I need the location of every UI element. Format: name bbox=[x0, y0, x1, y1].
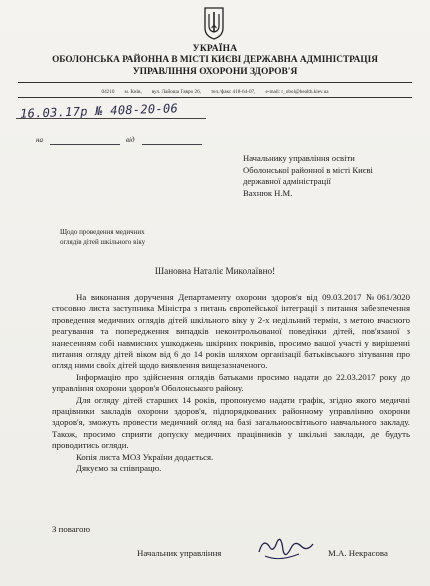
addressee-line: державної адміністрації bbox=[243, 176, 331, 186]
registration-line bbox=[16, 118, 206, 119]
signatory-title: Начальник управління bbox=[137, 548, 222, 558]
addressee-block bbox=[243, 153, 423, 199]
vid-label: від bbox=[126, 136, 135, 144]
country-name: УКРАЇНА bbox=[192, 44, 238, 54]
trident-coat-of-arms-icon bbox=[203, 6, 225, 40]
na-line bbox=[50, 144, 120, 145]
vid-line bbox=[142, 144, 202, 145]
body-paragraph: Копія листа МОЗ України додається. bbox=[76, 451, 214, 462]
closing-phrase: З повагою bbox=[52, 524, 91, 534]
addressee-line: Оболонської районної в місті Києві bbox=[243, 164, 373, 175]
body-paragraph: Для огляду дітей старших 14 років, пропонуємо надати графік, згідно якого медичні працівники закладів охорони здоров'я, підпорядкованих районному управлінню охорони здоров'я, зможуть провести медичний огляд на базі загальноосвітнього навчального закладу. Також, просимо сприяти допуску медичних працівників у шкільні заклади, де будуть проводитись огляди. bbox=[52, 394, 410, 451]
header-rule-bottom bbox=[18, 97, 412, 98]
addressee-line: Начальнику управління освіти bbox=[243, 153, 355, 163]
subject-line: оглядів дітей шкільного віку bbox=[60, 238, 146, 246]
contact-address: 04210 м. Київ, вул. Лайоша Гавро 26, тел./факс 418-64-07, e-mail: r_obol@health.kiev.ua bbox=[101, 89, 329, 95]
body-paragraph: На виконання доручення Департаменту охорони здоров'я від 09.03.2017 №061/3020 стосовно листа заступника Міністра з питань європейської інтеграції з питання забезпечення проведення медичних оглядів дітей шкільного віку у 2-х недільний термін, з метою вчасного реагування та попередження випадків неконтрольованої поведінки дітей, пов'язаної з нанесенням собі навмисних ушкоджень шкірних покривів, просимо вашої участі у вирішенні питання огляду дітей віком від 6 до 14 років шляхом організації батьківського зітування про огляд ними своїх дітей щодо виявлення вищезазначеного. bbox=[52, 292, 410, 371]
letter-body bbox=[52, 292, 410, 475]
handwritten-signature bbox=[255, 532, 315, 566]
signatory-name: М.А. Некрасова bbox=[328, 548, 388, 558]
header-rule-top bbox=[18, 82, 412, 83]
addressee-line: Вахнюк Н.М. bbox=[243, 187, 293, 198]
subject-block bbox=[60, 227, 220, 247]
body-paragraph: Інформацію про здійснення оглядів батьками просимо надати до 22.03.2017 року до управління охорони здоров'я Оболонського району. bbox=[52, 371, 410, 394]
administration-name: ОБОЛОНСЬКА РАЙОННА В МІСТІ КИЄВІ ДЕРЖАВНА АДМІНІСТРАЦІЯ bbox=[52, 55, 378, 65]
registration-number-handwritten: 16.03.17р № 408-20-06 bbox=[19, 101, 179, 121]
subject-line: Щодо проведення медичних bbox=[60, 228, 145, 236]
body-paragraph: Дякуємо за співпрацю. bbox=[76, 463, 162, 474]
na-label: на bbox=[36, 136, 43, 144]
salutation: Шановна Наталіє Миколаївно! bbox=[154, 266, 276, 276]
department-name: УПРАВЛІННЯ ОХОРОНИ ЗДОРОВ'Я bbox=[132, 67, 298, 77]
